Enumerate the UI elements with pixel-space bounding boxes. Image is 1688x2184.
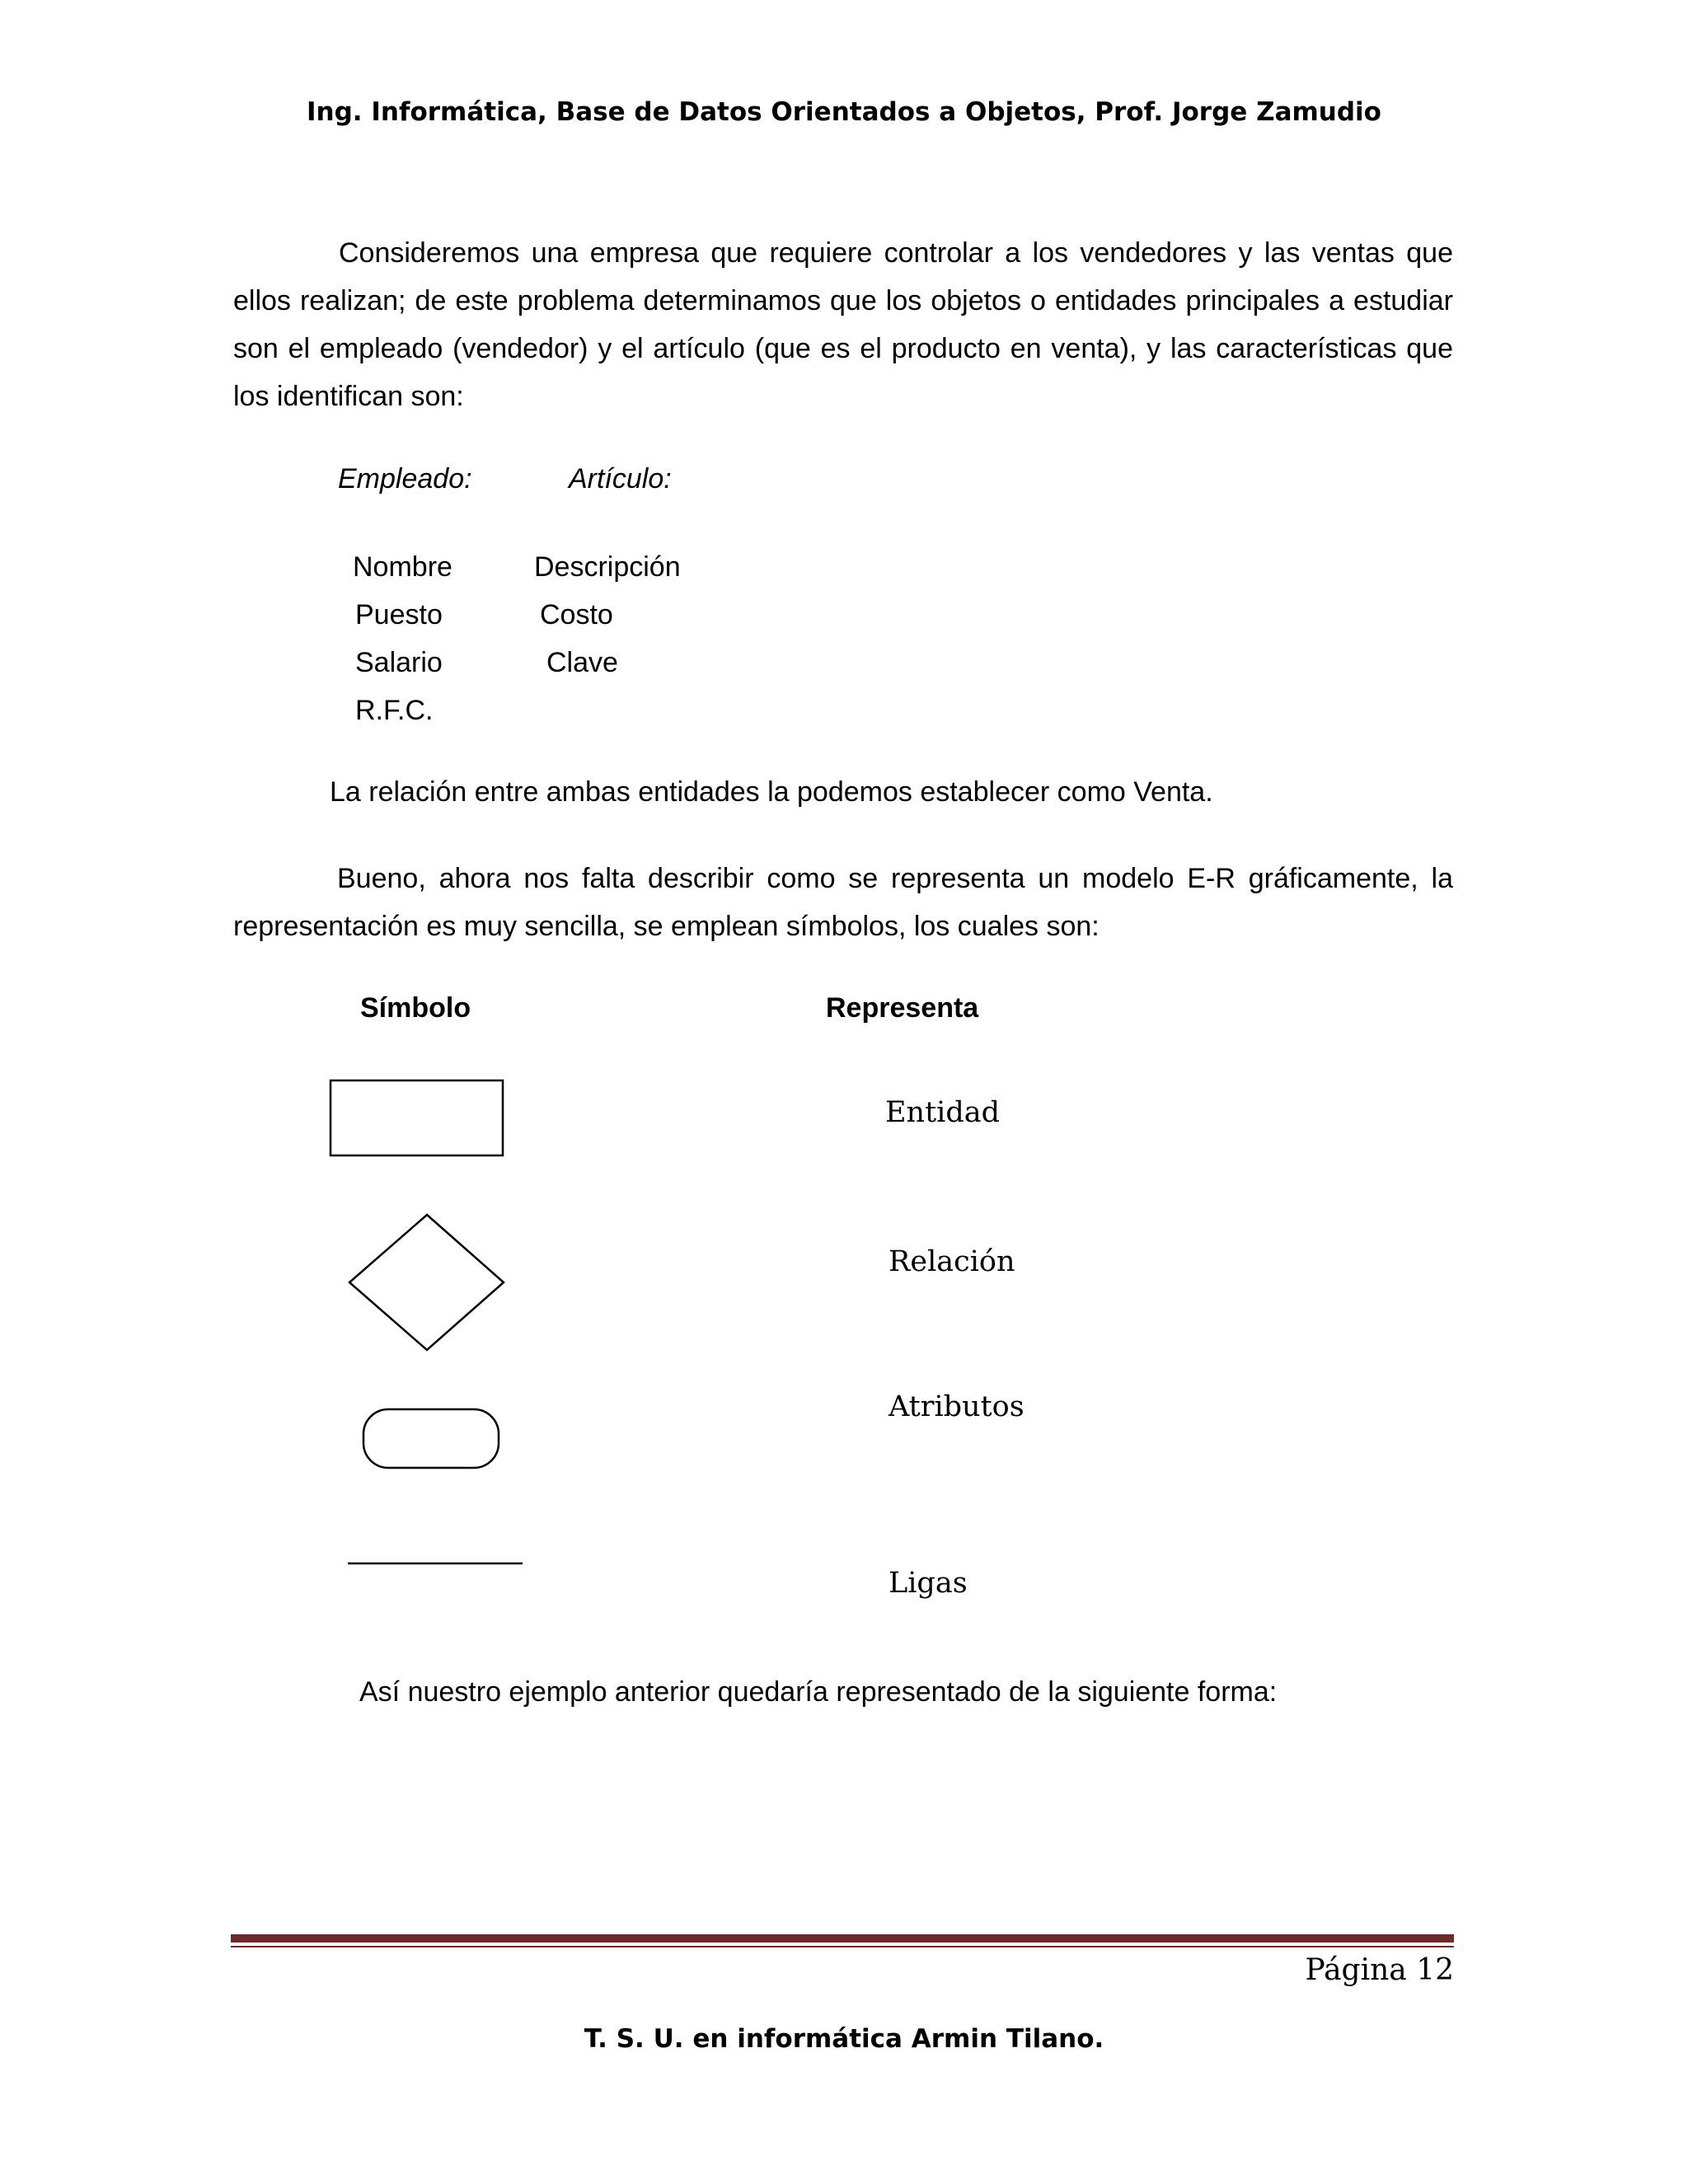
footer-rule-thick [231, 1934, 1454, 1943]
empleado-attribute: Nombre [353, 551, 452, 583]
represents-ligas: Ligas [889, 1567, 968, 1600]
represents-atributos: Atributos [889, 1390, 1025, 1423]
articulo-attribute: Costo [540, 599, 613, 630]
page-footer: T. S. U. en informática Armin Tilano. [584, 2024, 1104, 2054]
empleado-title: Empleado: [338, 463, 472, 494]
articulo-title: Artículo: [569, 463, 672, 494]
relation-diamond-symbol [349, 1215, 504, 1350]
empleado-attribute: Salario [355, 647, 443, 678]
empleado-attribute: Puesto [355, 599, 443, 630]
symbol-column-header: Símbolo [360, 992, 471, 1024]
closing-paragraph: Así nuestro ejemplo anterior quedaría representado de la siguiente forma: [359, 1676, 1278, 1708]
entity-rectangle-symbol [331, 1080, 503, 1155]
articulo-attribute: Descripción [534, 551, 681, 583]
footer-rule-thin [231, 1946, 1454, 1947]
represents-entidad: Entidad [885, 1096, 1001, 1129]
attribute-rounded-symbol [363, 1409, 499, 1468]
empleado-attribute: R.F.C. [355, 695, 434, 726]
relation-paragraph: La relación entre ambas entidades la podemos establecer como Venta. [330, 776, 1213, 808]
articulo-attribute: Clave [546, 647, 618, 678]
page-header: Ing. Informática, Base de Datos Orientados a Objetos, Prof. Jorge Zamudio [307, 97, 1381, 127]
symbols-intro-text: Bueno, ahora nos falta describir como se representa un modelo E-R gráficamente, la representación es muy sencilla, se emplean símbolos, los cuales son: [233, 863, 1453, 942]
page-number: Página 12 [1305, 1953, 1454, 1987]
represents-column-header: Representa [826, 992, 979, 1024]
represents-relacion: Relación [889, 1245, 1015, 1278]
intro-text: Consideremos una empresa que requiere controlar a los vendedores y las ventas que ellos realizan; de este problema determinamos que los objetos o entidades principales a estudiar son el empleado (vendedor) y el artículo (que es el producto en venta), y las características que los identifican son: [233, 237, 1453, 412]
